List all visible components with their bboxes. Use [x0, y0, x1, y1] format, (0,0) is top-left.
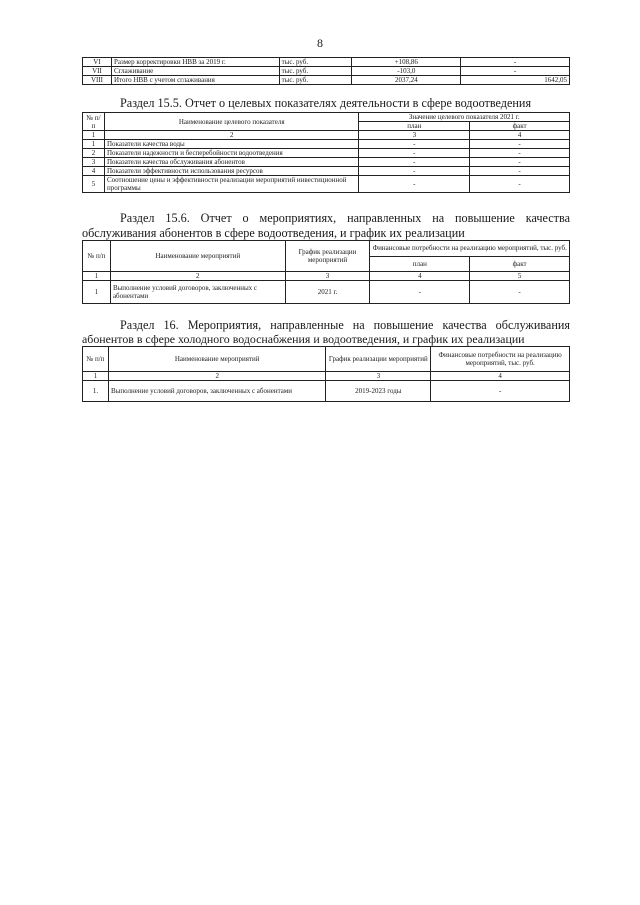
row-plan-value: -	[359, 140, 470, 149]
table-row	[83, 281, 570, 304]
row-name: Показатели качества воды	[104, 140, 358, 149]
row-name: Показатели качества обслуживания абонентов	[104, 158, 358, 167]
section-16-heading-line-2: абонентов в сфере холодного водоснабжения и водоотведения, и график их реализации	[82, 332, 525, 346]
section-15-6-table	[82, 240, 570, 304]
row-plan-value: -	[359, 167, 470, 176]
section-16-table	[82, 346, 570, 402]
row-fact-value: -	[461, 58, 570, 67]
header-fact: факт	[470, 256, 570, 272]
row-name: Итого НВВ с учетом сглаживания	[111, 76, 279, 85]
row-number: 1	[83, 140, 105, 149]
row-finance-value: -	[431, 381, 570, 402]
row-number: 4	[83, 167, 105, 176]
column-index: 1	[83, 372, 109, 381]
row-schedule: 2021 г.	[285, 281, 370, 304]
header-indicator-name: Наименование целевого показателя	[104, 113, 358, 131]
section-15-6-heading-line-2: обслуживания абонентов в сфере водоотведения, и график их реализации	[82, 226, 465, 240]
table-row	[83, 58, 570, 67]
column-index: 3	[326, 372, 431, 381]
row-fact-value: -	[470, 176, 570, 193]
column-index: 2	[108, 372, 325, 381]
header-plan: план	[370, 256, 470, 272]
row-unit: тыс. руб.	[279, 67, 352, 76]
row-unit: тыс. руб.	[279, 76, 352, 85]
header-measure-name: Наименование мероприятий	[110, 241, 285, 272]
column-index: 2	[104, 131, 358, 140]
row-fact-value: -	[470, 281, 570, 304]
header-measure-name: Наименование мероприятий	[108, 347, 325, 372]
row-fact-value: -	[470, 149, 570, 158]
table-row	[83, 67, 570, 76]
table-row	[83, 149, 570, 158]
row-name: Выполнение условий договоров, заключенных с абонентами	[110, 281, 285, 304]
header-schedule: График реализации мероприятий	[285, 241, 370, 272]
header-finance: Финансовые потребности на реализацию мероприятий, тыс. руб.	[431, 347, 570, 372]
row-number: VII	[83, 67, 112, 76]
row-plan-value: 2037,24	[352, 76, 461, 85]
section-15-6-heading-line-1: Раздел 15.6. Отчет о мероприятиях, направленных на повышение качества	[120, 211, 570, 225]
column-index: 4	[431, 372, 570, 381]
row-fact-value: -	[461, 67, 570, 76]
row-plan-value: -	[359, 158, 470, 167]
row-fact-value: -	[470, 167, 570, 176]
header-value-group: Значение целевого показателя 2021 г.	[359, 113, 570, 122]
row-schedule: 2019-2023 годы	[326, 381, 431, 402]
section-16-heading-line-1: Раздел 16. Мероприятия, направленные на повышение качества обслуживания	[120, 318, 570, 332]
row-plan-value: -	[370, 281, 470, 304]
header-finance-group: Финансовые потребности на реализацию мероприятий, тыс. руб.	[370, 241, 570, 257]
row-fact-value: -	[470, 158, 570, 167]
header-fact: факт	[470, 122, 570, 131]
row-name: Выполнение условий договоров, заключенных с абонентами	[108, 381, 325, 402]
column-index-row	[83, 131, 570, 140]
row-fact-value: -	[470, 140, 570, 149]
row-number: VI	[83, 58, 112, 67]
row-plan-value: -103,0	[352, 67, 461, 76]
row-number: 1.	[83, 381, 109, 402]
table-row	[83, 167, 570, 176]
row-fact-value: 1642,05	[461, 76, 570, 85]
header-plan: план	[359, 122, 470, 131]
column-index: 3	[359, 131, 470, 140]
row-name: Показатели надежности и бесперебойности водоотведения	[104, 149, 358, 158]
table-row	[83, 176, 570, 193]
row-plan-value: +108,86	[352, 58, 461, 67]
row-name: Сглаживание	[111, 67, 279, 76]
row-plan-value: -	[359, 176, 470, 193]
row-number: 5	[83, 176, 105, 193]
column-index: 1	[83, 272, 111, 281]
row-name: Соотношение цены и эффективности реализации мероприятий инвестиционной программы	[104, 176, 358, 193]
table-row	[83, 140, 570, 149]
row-number: 1	[83, 281, 111, 304]
row-name: Показатели эффективности использования ресурсов	[104, 167, 358, 176]
row-number: 2	[83, 149, 105, 158]
row-unit: тыс. руб.	[279, 58, 352, 67]
column-index-row	[83, 372, 570, 381]
column-index: 5	[470, 272, 570, 281]
page-number: 8	[317, 36, 323, 50]
header-number: № п/п	[83, 113, 105, 131]
row-number: 3	[83, 158, 105, 167]
column-index: 3	[285, 272, 370, 281]
row-number: VIII	[83, 76, 112, 85]
column-index: 1	[83, 131, 105, 140]
header-schedule: График реализации мероприятий	[326, 347, 431, 372]
header-number: № п/п	[83, 241, 111, 272]
header-number: № п/п	[83, 347, 109, 372]
table-row	[83, 381, 570, 402]
section-15-5-heading: Раздел 15.5. Отчет о целевых показателях деятельности в сфере водоотведения	[120, 96, 532, 110]
table-row	[83, 158, 570, 167]
column-index: 4	[370, 272, 470, 281]
section-15-5-table	[82, 112, 570, 193]
column-index-row	[83, 272, 570, 281]
column-index: 2	[110, 272, 285, 281]
row-name: Размер корректировки НВВ за 2019 г.	[111, 58, 279, 67]
row-plan-value: -	[359, 149, 470, 158]
column-index: 4	[470, 131, 570, 140]
top-continuation-table	[82, 57, 570, 85]
table-row	[83, 76, 570, 85]
